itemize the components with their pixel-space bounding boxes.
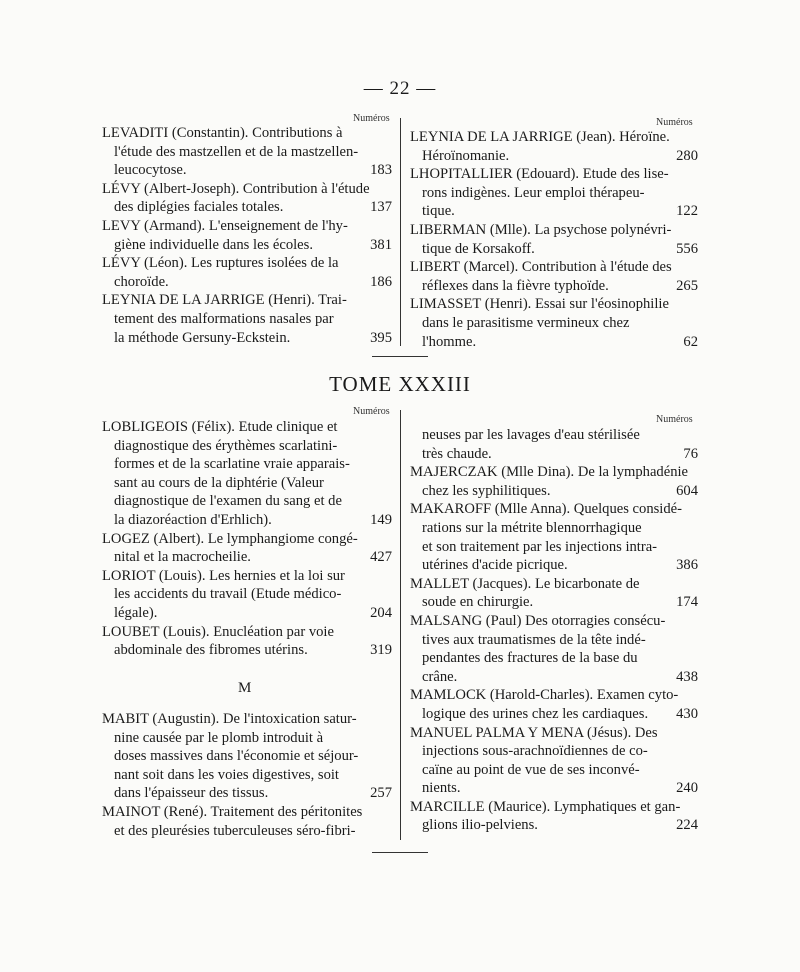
column-divider-top (400, 118, 401, 346)
entry-line: LEVY (Armand). L'enseignement de l'hy- (102, 217, 348, 234)
entry-line: soude en chirurgie. (422, 594, 534, 611)
entry-number: 183 (370, 162, 392, 179)
entry-line: LIBERT (Marcel). Contribution à l'étude des (410, 259, 672, 276)
entry-line: LHOPITALLIER (Edouard). Etude des lise- (410, 166, 669, 183)
numeros-label-top-right: Numéros (656, 117, 693, 128)
index-entry (102, 124, 392, 180)
index-entry (102, 180, 392, 217)
entry-line: LEVADITI (Constantin). Contributions à (102, 125, 343, 141)
entry-line: très chaude. (422, 445, 492, 462)
entry-line: MAJERCZAK (Mlle Dina). De la lymphadénie (410, 464, 689, 481)
entry-line: crâne. (422, 668, 458, 685)
entry-number: 381 (370, 236, 392, 253)
index-entry (102, 567, 392, 623)
entry-line: choroïde. (114, 273, 169, 290)
index-column-bottom-left-l (102, 418, 392, 660)
entry-line: rons indigènes. Leur emploi thérapeu- (422, 184, 645, 201)
entry-number: 186 (370, 273, 392, 290)
entry-number: 265 (676, 277, 698, 294)
entry-line: diagnostique de l'examen du sang et de (114, 493, 342, 510)
entry-line: tique. (422, 203, 455, 220)
entry-line: caïne au point de vue de ses inconvé- (422, 761, 640, 778)
entry-line: LIMASSET (Henri). Essai sur l'éosinophilie (410, 296, 669, 313)
entry-line: nine causée par le plomb introduit à (114, 729, 324, 746)
entry-line: glions ilio-pelviens. (422, 817, 538, 834)
entry-number: 76 (683, 445, 698, 462)
index-entry (410, 463, 698, 500)
entry-line: formes et de la scarlatine vraie apparais- (114, 456, 350, 473)
entry-line: MARCILLE (Maurice). Lymphatiques et gan- (410, 798, 681, 815)
index-entry (410, 221, 698, 258)
entry-line: MAINOT (René). Traitement des péritonites (102, 803, 363, 820)
entry-number: 122 (676, 203, 698, 220)
entry-line: LOGEZ (Albert). Le lymphangiome congé- (102, 530, 358, 547)
entry-line: abdominale des fibromes utérins. (114, 642, 308, 659)
index-entry (410, 128, 698, 165)
numeros-label-top-left: Numéros (353, 113, 390, 124)
entry-line: nital et la macrocheilie. (114, 549, 251, 566)
index-entry (410, 686, 698, 723)
entry-line: nant soit dans les voies digestives, soit (114, 766, 339, 783)
entry-line: nients. (422, 780, 461, 797)
entry-line: MALLET (Jacques). Le bicarbonate de (410, 575, 640, 592)
entry-line: LIBERMAN (Mlle). La psychose polynévri- (410, 221, 672, 238)
page-number: — 22 — (363, 78, 437, 99)
index-entry (102, 217, 392, 254)
entry-line: légale). (114, 604, 158, 621)
index-column-bottom-left-m (102, 710, 392, 840)
entry-line: des diplégies faciales totales. (114, 199, 284, 216)
entry-number: 319 (370, 642, 392, 659)
entry-number: 204 (370, 604, 392, 621)
entry-number: 137 (370, 199, 392, 216)
index-entry (410, 500, 698, 574)
entry-line: chez les syphilitiques. (422, 482, 551, 499)
numeros-label-bottom-left: Numéros (353, 406, 390, 417)
entry-line: LOBLIGEOIS (Félix). Etude clinique et (102, 419, 338, 435)
entry-number: 438 (676, 668, 698, 685)
column-divider-bottom (400, 410, 401, 840)
index-entry (102, 803, 392, 840)
entry-line: giène individuelle dans les écoles. (114, 236, 313, 253)
entry-number: 395 (370, 329, 392, 346)
entry-number: 224 (676, 817, 698, 834)
index-column-bottom-right (410, 426, 698, 835)
index-entry (410, 426, 698, 463)
entry-line: rations sur la métrite blennorrhagique (422, 519, 642, 536)
entry-line: leucocytose. (114, 162, 187, 179)
entry-line: et son traitement par les injections intra- (422, 538, 658, 555)
entry-number: 257 (370, 785, 392, 802)
entry-line: MANUEL PALMA Y MENA (Jésus). Des (410, 724, 658, 741)
section-divider-top (372, 356, 428, 357)
entry-line: MABIT (Augustin). De l'intoxication satur- (102, 711, 357, 727)
entry-line: réflexes dans la fièvre typhoïde. (422, 277, 609, 294)
entry-line: LÉVY (Albert-Joseph). Contribution à l'étude (102, 180, 370, 197)
index-entry (410, 295, 698, 351)
entry-line: l'homme. (422, 333, 477, 350)
index-entry (102, 623, 392, 660)
entry-number: 240 (676, 780, 698, 797)
entry-line: neuses par les lavages d'eau stérilisée (422, 427, 640, 443)
entry-line: la diazoréaction d'Erhlich). (114, 511, 272, 528)
entry-line: les accidents du travail (Etude médico- (114, 586, 342, 603)
entry-line: tives aux traumatismes de la tête indé- (422, 631, 646, 648)
entry-line: MAMLOCK (Harold-Charles). Examen cyto- (410, 687, 679, 704)
entry-line: MAKAROFF (Mlle Anna). Quelques considé- (410, 501, 682, 518)
entry-number: 62 (683, 333, 698, 350)
entry-line: utérines d'acide picrique. (422, 557, 568, 574)
entry-line: sant au cours de la diphtérie (Valeur (114, 474, 324, 491)
entry-line: la méthode Gersuny-Eckstein. (114, 329, 291, 346)
numeros-label-bottom-right: Numéros (656, 414, 693, 425)
index-entry (102, 418, 392, 530)
entry-line: LEYNIA DE LA JARRIGE (Jean). Héroïne. (410, 129, 670, 145)
entry-number: 604 (676, 482, 698, 499)
entry-number: 386 (676, 557, 698, 574)
index-entry (410, 798, 698, 835)
entry-line: et des pleurésies tuberculeuses séro-fibri- (114, 822, 356, 839)
entry-line: pendantes des fractures de la base du (422, 650, 638, 667)
index-entry (410, 258, 698, 295)
entry-number: 149 (370, 511, 392, 528)
entry-line: l'étude des mastzellen et de la mastzellen- (114, 143, 359, 160)
entry-line: tique de Korsakoff. (422, 240, 535, 257)
index-entry (410, 612, 698, 686)
entry-line: dans l'épaisseur des tissus. (114, 785, 269, 802)
index-entry (410, 575, 698, 612)
entry-line: LEYNIA DE LA JARRIGE (Henri). Trai- (102, 292, 347, 309)
entry-line: MALSANG (Paul) Des otorragies consécu- (410, 612, 666, 629)
entry-line: diagnostique des érythèmes scarlatini- (114, 437, 338, 454)
entry-line: Héroïnomanie. (422, 147, 510, 164)
entry-number: 430 (676, 705, 698, 722)
index-entry (102, 710, 392, 803)
section-divider-bottom (372, 852, 428, 853)
entry-line: LORIOT (Louis). Les hernies et la loi sur (102, 567, 345, 584)
index-entry (410, 724, 698, 798)
entry-line: injections sous-arachnoïdiennes de co- (422, 743, 648, 760)
section-letter-m: M (238, 680, 252, 696)
index-column-top-right (410, 128, 698, 351)
entry-line: LOUBET (Louis). Enucléation par voie (102, 623, 334, 640)
index-entry (102, 254, 392, 291)
entry-line: tement des malformations nasales par (114, 310, 334, 327)
entry-line: logique des urines chez les cardiaques. (422, 705, 649, 722)
entry-line: LÉVY (Léon). Les ruptures isolées de la (102, 255, 339, 272)
entry-number: 556 (676, 240, 698, 257)
index-column-top-left (102, 124, 392, 347)
index-entry (102, 291, 392, 347)
entry-line: dans le parasitisme vermineux chez (422, 314, 630, 331)
entry-line: doses massives dans l'économie et séjour- (114, 748, 359, 765)
tome-title: TOME XXXIII (329, 372, 471, 396)
index-entry (102, 530, 392, 567)
entry-number: 280 (676, 147, 698, 164)
index-entry (410, 165, 698, 221)
entry-number: 174 (676, 594, 698, 611)
entry-number: 427 (370, 549, 392, 566)
